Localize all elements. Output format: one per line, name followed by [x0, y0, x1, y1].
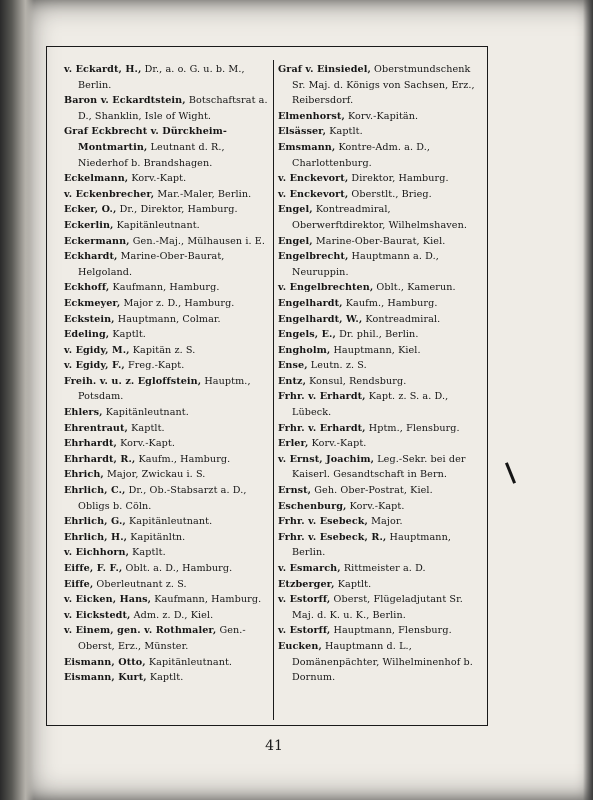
directory-entry — [64, 483, 269, 514]
directory-entry — [278, 234, 482, 250]
entry-detail: Oberstlt., Brieg. — [348, 188, 432, 200]
entry-name: v. Estorff, — [278, 594, 331, 606]
entry-name: Erler, — [278, 438, 309, 450]
directory-entry — [64, 623, 269, 654]
entry-name: Frhr. v. Esebeck, R., — [278, 531, 387, 543]
entry-detail: Korv.-Kapt. — [346, 500, 405, 512]
directory-entry — [278, 530, 482, 561]
directory-entry — [278, 249, 482, 280]
directory-entry — [278, 124, 482, 140]
entry-detail: Kapitänltn. — [127, 531, 186, 543]
entry-name: Eckerlin, — [64, 219, 114, 231]
entry-name: Eckstein, — [64, 313, 115, 325]
entry-detail: Kaptlt. — [334, 578, 372, 590]
entry-detail: Oberst, Flügeladjutant Sr. Maj. d. K. u. K., Berlin. — [292, 594, 463, 621]
entry-detail: Leutnant d. R., Niederhof b. Brandshagen. — [78, 141, 225, 169]
entry-name: Eckmeyer, — [64, 297, 121, 309]
entry-detail: Kapitänleutnant. — [125, 516, 213, 528]
entry-name: Baron v. Eckardtstein, — [64, 95, 186, 107]
directory-entry — [64, 374, 269, 405]
entry-name: Entz, — [278, 375, 307, 387]
margin-pencil-mark — [505, 462, 516, 484]
directory-entry — [278, 452, 482, 483]
directory-entry — [64, 312, 269, 328]
directory-entry — [278, 592, 482, 623]
entry-name: v. Einem, gen. v. Rothmaler, — [64, 625, 217, 637]
entry-name: Frhr. v. Erhardt, — [278, 391, 366, 403]
entry-detail: Major z. D., Hamburg. — [120, 297, 235, 309]
directory-entry — [64, 218, 269, 234]
directory-entry — [278, 514, 482, 530]
entry-detail: Dr., Ob.-Stabsarzt a. D., Obligs b. Cöln. — [78, 485, 247, 512]
entry-name: Graf Eckbrecht v. Dürckheim-Montmartin, — [64, 126, 227, 153]
directory-entry — [278, 639, 482, 686]
directory-entry — [64, 280, 269, 296]
entry-name: Ehrich, — [64, 469, 104, 481]
entry-name: Elmenhorst, — [278, 110, 345, 122]
directory-entry — [64, 171, 269, 187]
entry-name: Ehrhardt, R., — [64, 453, 136, 465]
entry-name: v. Enckevort, — [278, 173, 349, 185]
column-divider — [273, 60, 274, 720]
entry-name: Eiffe, F. F., — [64, 563, 123, 574]
directory-entry — [278, 187, 482, 203]
entry-detail: Kapitänleutnant. — [102, 407, 189, 419]
entry-detail: Hauptmann, Berlin. — [292, 531, 452, 559]
entry-name: Freih. v. u. z. Egloffstein, — [64, 375, 202, 387]
directory-entry — [64, 327, 269, 343]
entry-detail: Kontreadmiral. — [362, 313, 441, 325]
entry-detail: Dr., a. o. G. u. b. M., Berlin. — [78, 64, 245, 91]
entry-name: Ernst, — [278, 485, 312, 497]
entry-detail: Freg.-Kapt. — [124, 360, 185, 372]
entry-detail: Leutn. z. S. — [307, 360, 367, 372]
entry-detail: Major, Zwickau i. S. — [103, 469, 206, 481]
entry-detail: Kaufm., Hamburg. — [135, 453, 231, 465]
directory-entry — [278, 327, 482, 343]
directory-entry — [64, 296, 269, 312]
directory-entry — [278, 561, 482, 577]
page-edge-shadow — [583, 0, 593, 800]
directory-entry — [64, 421, 269, 437]
entry-detail: Oberstmundschenk Sr. Maj. d. Königs von Sachsen, Erz., Reibersdorf. — [292, 64, 475, 107]
entry-name: Engholm, — [278, 344, 331, 356]
directory-entry — [278, 389, 482, 420]
entry-name: Eismann, Kurt, — [64, 672, 147, 684]
entry-name: v. Egidy, M., — [64, 344, 130, 356]
directory-entry — [64, 249, 269, 280]
entry-name: Graf v. Einsiedel, — [278, 64, 371, 75]
entry-detail: Kapitänleutnant. — [145, 656, 233, 668]
entry-name: Elsässer, — [278, 126, 327, 138]
directory-entry — [278, 374, 482, 390]
entry-detail: Major. — [367, 516, 403, 528]
entry-name: Ehrlich, H., — [64, 531, 128, 543]
entry-detail: Direktor, Hamburg. — [348, 173, 449, 185]
right-column — [278, 62, 482, 686]
entry-detail: Hauptmann, Colmar. — [114, 313, 221, 325]
directory-entry — [64, 592, 269, 608]
entry-name: Ehrentraut, — [64, 422, 128, 434]
entry-name: Etzberger, — [278, 578, 335, 590]
entry-name: v. Estorff, — [278, 625, 331, 637]
entry-detail: Hauptmann, Kiel. — [330, 344, 421, 356]
entry-detail: Konsul, Rendsburg. — [306, 375, 407, 387]
entry-name: Engelhardt, W., — [278, 313, 363, 325]
entry-detail: Gen.-Maj., Mülhausen i. E. — [129, 235, 266, 247]
directory-entry — [278, 280, 482, 296]
directory-entry — [64, 530, 269, 546]
directory-entry — [64, 545, 269, 561]
entry-name: Eucken, — [278, 640, 322, 652]
entry-name: Eismann, Otto, — [64, 656, 146, 668]
directory-entry — [278, 171, 482, 187]
directory-entry — [278, 436, 482, 452]
entry-detail: Hauptm., Potsdam. — [78, 375, 251, 403]
entry-detail: Rittmeister a. D. — [340, 563, 426, 574]
entry-name: Engel, — [278, 204, 313, 216]
entry-detail: Kaptlt. — [109, 329, 146, 341]
directory-entry — [64, 124, 269, 171]
entry-detail: Hptm., Flensburg. — [365, 422, 460, 434]
directory-entry — [278, 421, 482, 437]
entry-name: Eckhardt, — [64, 251, 118, 263]
entry-detail: Oblt. a. D., Hamburg. — [122, 563, 233, 574]
entry-name: v. Eckardt, H., — [64, 64, 142, 75]
entry-detail: Kaufmann, Hamburg. — [109, 282, 220, 294]
entry-name: Eschenburg, — [278, 500, 347, 512]
entry-detail: Dr., Direktor, Hamburg. — [116, 204, 238, 216]
directory-entry — [278, 623, 482, 639]
entry-name: Ehrhardt, — [64, 438, 117, 450]
directory-entry — [278, 62, 482, 109]
directory-entry — [278, 140, 482, 171]
entry-detail: Marine-Ober-Baurat, Kiel. — [312, 235, 446, 247]
entry-detail: Hauptmann, Flensburg. — [330, 625, 452, 637]
entry-name: Engelhardt, — [278, 297, 343, 309]
entry-name: Ehrlich, G., — [64, 516, 126, 528]
entry-detail: Oblt., Kamerun. — [373, 282, 456, 294]
entry-detail: Oberleutnant z. S. — [93, 578, 187, 590]
directory-entry — [64, 577, 269, 593]
entry-detail: Kapitänleutnant. — [113, 219, 200, 231]
entry-detail: Kapitän z. S. — [129, 344, 196, 356]
entry-name: v. Enckevort, — [278, 188, 349, 200]
directory-entry — [64, 436, 269, 452]
directory-entry — [278, 499, 482, 515]
entry-name: Engel, — [278, 235, 313, 247]
directory-entry — [278, 577, 482, 593]
left-column — [64, 62, 269, 686]
directory-entry — [64, 187, 269, 203]
directory-entry — [64, 343, 269, 359]
entry-detail: Korv.-Kapitän. — [344, 110, 419, 122]
entry-detail: Kaptlt. — [326, 126, 363, 138]
entry-name: Ehlers, — [64, 407, 103, 419]
entry-name: Eckhoff, — [64, 282, 110, 294]
directory-entry — [64, 514, 269, 530]
entry-detail: Kapt. z. S. a. D., Lübeck. — [292, 391, 449, 419]
directory-entry — [64, 670, 269, 686]
entry-detail: Gen.-Oberst, Erz., Münster. — [78, 625, 246, 652]
entry-name: Eckermann, — [64, 235, 130, 247]
directory-entry — [278, 296, 482, 312]
directory-entry — [278, 483, 482, 499]
directory-entry — [64, 608, 269, 624]
book-spine-shadow — [0, 0, 34, 800]
directory-entry — [64, 62, 269, 93]
directory-entry — [278, 109, 482, 125]
directory-entry — [64, 467, 269, 483]
entry-name: Emsmann, — [278, 141, 336, 153]
directory-entry — [64, 405, 269, 421]
entry-detail: Leg.-Sekr. bei der Kaiserl. Gesandtschaft in Bern. — [292, 453, 466, 481]
entry-detail: Mar.-Maler, Berlin. — [154, 188, 252, 200]
entry-detail: Kaufmann, Hamburg. — [151, 594, 262, 606]
entry-name: Ecker, O., — [64, 204, 117, 216]
entry-detail: Marine-Ober-Baurat, Helgoland. — [78, 251, 225, 278]
directory-entry — [64, 561, 269, 577]
entry-detail: Korv.-Kapt. — [128, 173, 187, 185]
entry-detail: Korv.-Kapt. — [116, 438, 175, 450]
entry-detail: Kontreadmiral, Oberwerftdirektor, Wilhelmshaven. — [292, 204, 467, 231]
entry-name: Frhr. v. Erhardt, — [278, 422, 366, 434]
entry-detail: Botschaftsrat a. D., Shanklin, Isle of Wight. — [78, 95, 268, 122]
directory-entry — [64, 358, 269, 374]
page-number: 41 — [265, 738, 283, 754]
entry-detail: Adm. z. D., Kiel. — [130, 609, 214, 621]
entry-name: v. Eckenbrecher, — [64, 188, 155, 200]
entry-name: Frhr. v. Esebeck, — [278, 516, 368, 528]
entry-detail: Hauptmann d. L., Domänenpächter, Wilhelminenhof b. Dornum. — [292, 640, 473, 684]
entry-name: v. Engelbrechten, — [278, 282, 374, 294]
entry-detail: Kaptlt. — [146, 672, 184, 684]
directory-entry — [64, 655, 269, 671]
entry-name: Ense, — [278, 360, 308, 372]
entry-name: v. Esmarch, — [278, 563, 341, 574]
entry-name: v. Eicken, Hans, — [64, 594, 152, 606]
entry-name: v. Egidy, F., — [64, 360, 125, 372]
directory-entry — [278, 312, 482, 328]
entry-name: Edeling, — [64, 329, 110, 341]
entry-detail: Kaptlt. — [129, 547, 166, 559]
directory-entry — [64, 202, 269, 218]
directory-entry — [64, 452, 269, 468]
entry-detail: Geh. Ober-Postrat, Kiel. — [311, 485, 433, 497]
entry-detail: Dr. phil., Berlin. — [335, 329, 419, 341]
directory-entry — [64, 93, 269, 124]
entry-name: v. Ernst, Joachim, — [278, 453, 375, 465]
entry-detail: Hauptmann a. D., Neuruppin. — [292, 251, 439, 278]
entry-name: Ehrlich, C., — [64, 485, 126, 497]
directory-entry — [278, 358, 482, 374]
entry-detail: Kaufm., Hamburg. — [342, 297, 438, 309]
entry-name: v. Eickstedt, — [64, 609, 131, 621]
entry-name: Eckelmann, — [64, 173, 129, 185]
entry-name: Eiffe, — [64, 578, 94, 590]
entry-name: Engels, E., — [278, 329, 336, 341]
directory-entry — [278, 343, 482, 359]
directory-entry — [278, 202, 482, 233]
entry-name: Engelbrecht, — [278, 251, 349, 263]
entry-detail: Kontre-Adm. a. D., Charlottenburg. — [292, 141, 431, 169]
entry-name: v. Eichhorn, — [64, 547, 130, 559]
directory-entry — [64, 234, 269, 250]
entry-detail: Kaptlt. — [127, 422, 165, 434]
entry-detail: Korv.-Kapt. — [308, 438, 367, 450]
